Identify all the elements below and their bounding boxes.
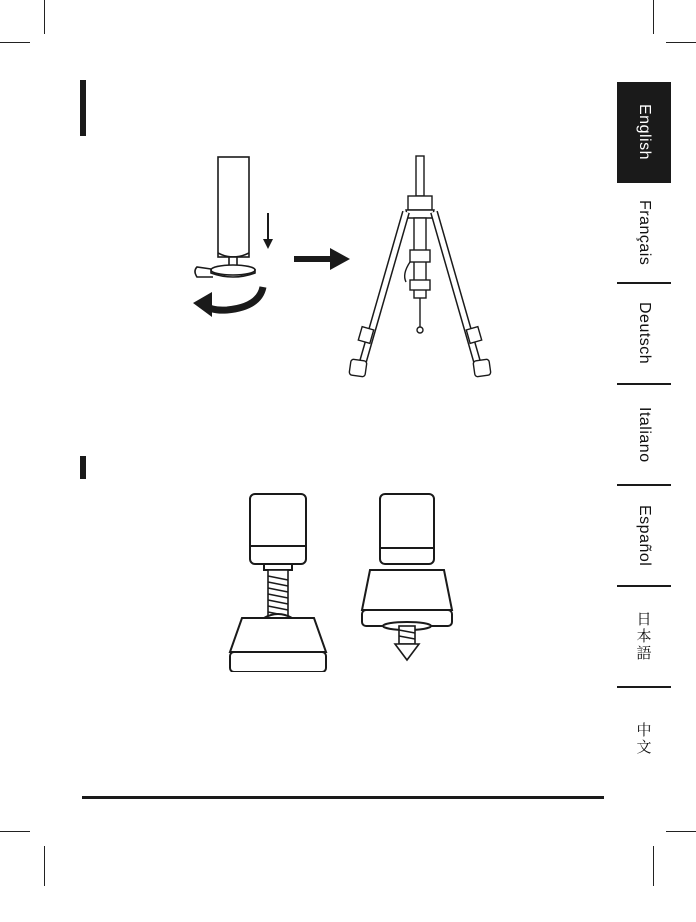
language-tabs	[617, 82, 671, 789]
tab-chinese-label: 中文	[634, 721, 653, 756]
tab-chinese[interactable]	[617, 688, 671, 789]
foot-screw-exposed-illustration	[228, 492, 328, 672]
thread-screw	[268, 570, 288, 616]
footer-rule	[82, 796, 604, 799]
tab-italiano-label: Italiano	[636, 406, 653, 463]
tab-english[interactable]	[617, 82, 671, 183]
crop-mark-top-right-v	[653, 0, 654, 34]
tab-japanese-label: 日本語	[634, 611, 653, 662]
tab-english-label: English	[636, 103, 653, 160]
leg-foot-rotation-illustration	[185, 155, 275, 325]
crop-mark-top-left-v	[44, 0, 45, 34]
spike	[395, 626, 419, 660]
rubber-foot	[362, 570, 452, 610]
tab-francais-label: Français	[636, 199, 653, 266]
tab-deutsch[interactable]	[617, 284, 671, 385]
tab-francais[interactable]	[617, 183, 671, 284]
crop-mark-bottom-left-h	[0, 831, 30, 832]
arrow-down-icon	[263, 213, 273, 249]
crop-mark-top-left-h	[0, 42, 30, 43]
tab-italiano[interactable]	[617, 385, 671, 486]
tripod-leg-tube	[218, 157, 249, 257]
tripod-illustration	[340, 150, 500, 385]
crop-mark-bottom-right-v	[653, 846, 654, 886]
leg-end-cap	[250, 494, 306, 564]
crop-mark-top-right-h	[666, 42, 696, 43]
tab-japanese[interactable]	[617, 587, 671, 688]
foot-spike-illustration	[356, 492, 456, 662]
section-marker-1	[80, 80, 86, 136]
section-marker-2	[80, 456, 86, 479]
crop-mark-bottom-left-v	[44, 846, 45, 886]
tab-deutsch-label: Deutsch	[636, 302, 653, 365]
rubber-foot	[230, 618, 326, 652]
tab-espanol[interactable]	[617, 486, 671, 587]
tab-espanol-label: Español	[636, 504, 653, 567]
rotate-arrow-icon	[193, 287, 263, 317]
crop-mark-bottom-right-h	[666, 831, 696, 832]
leg-end-cap	[380, 494, 434, 564]
